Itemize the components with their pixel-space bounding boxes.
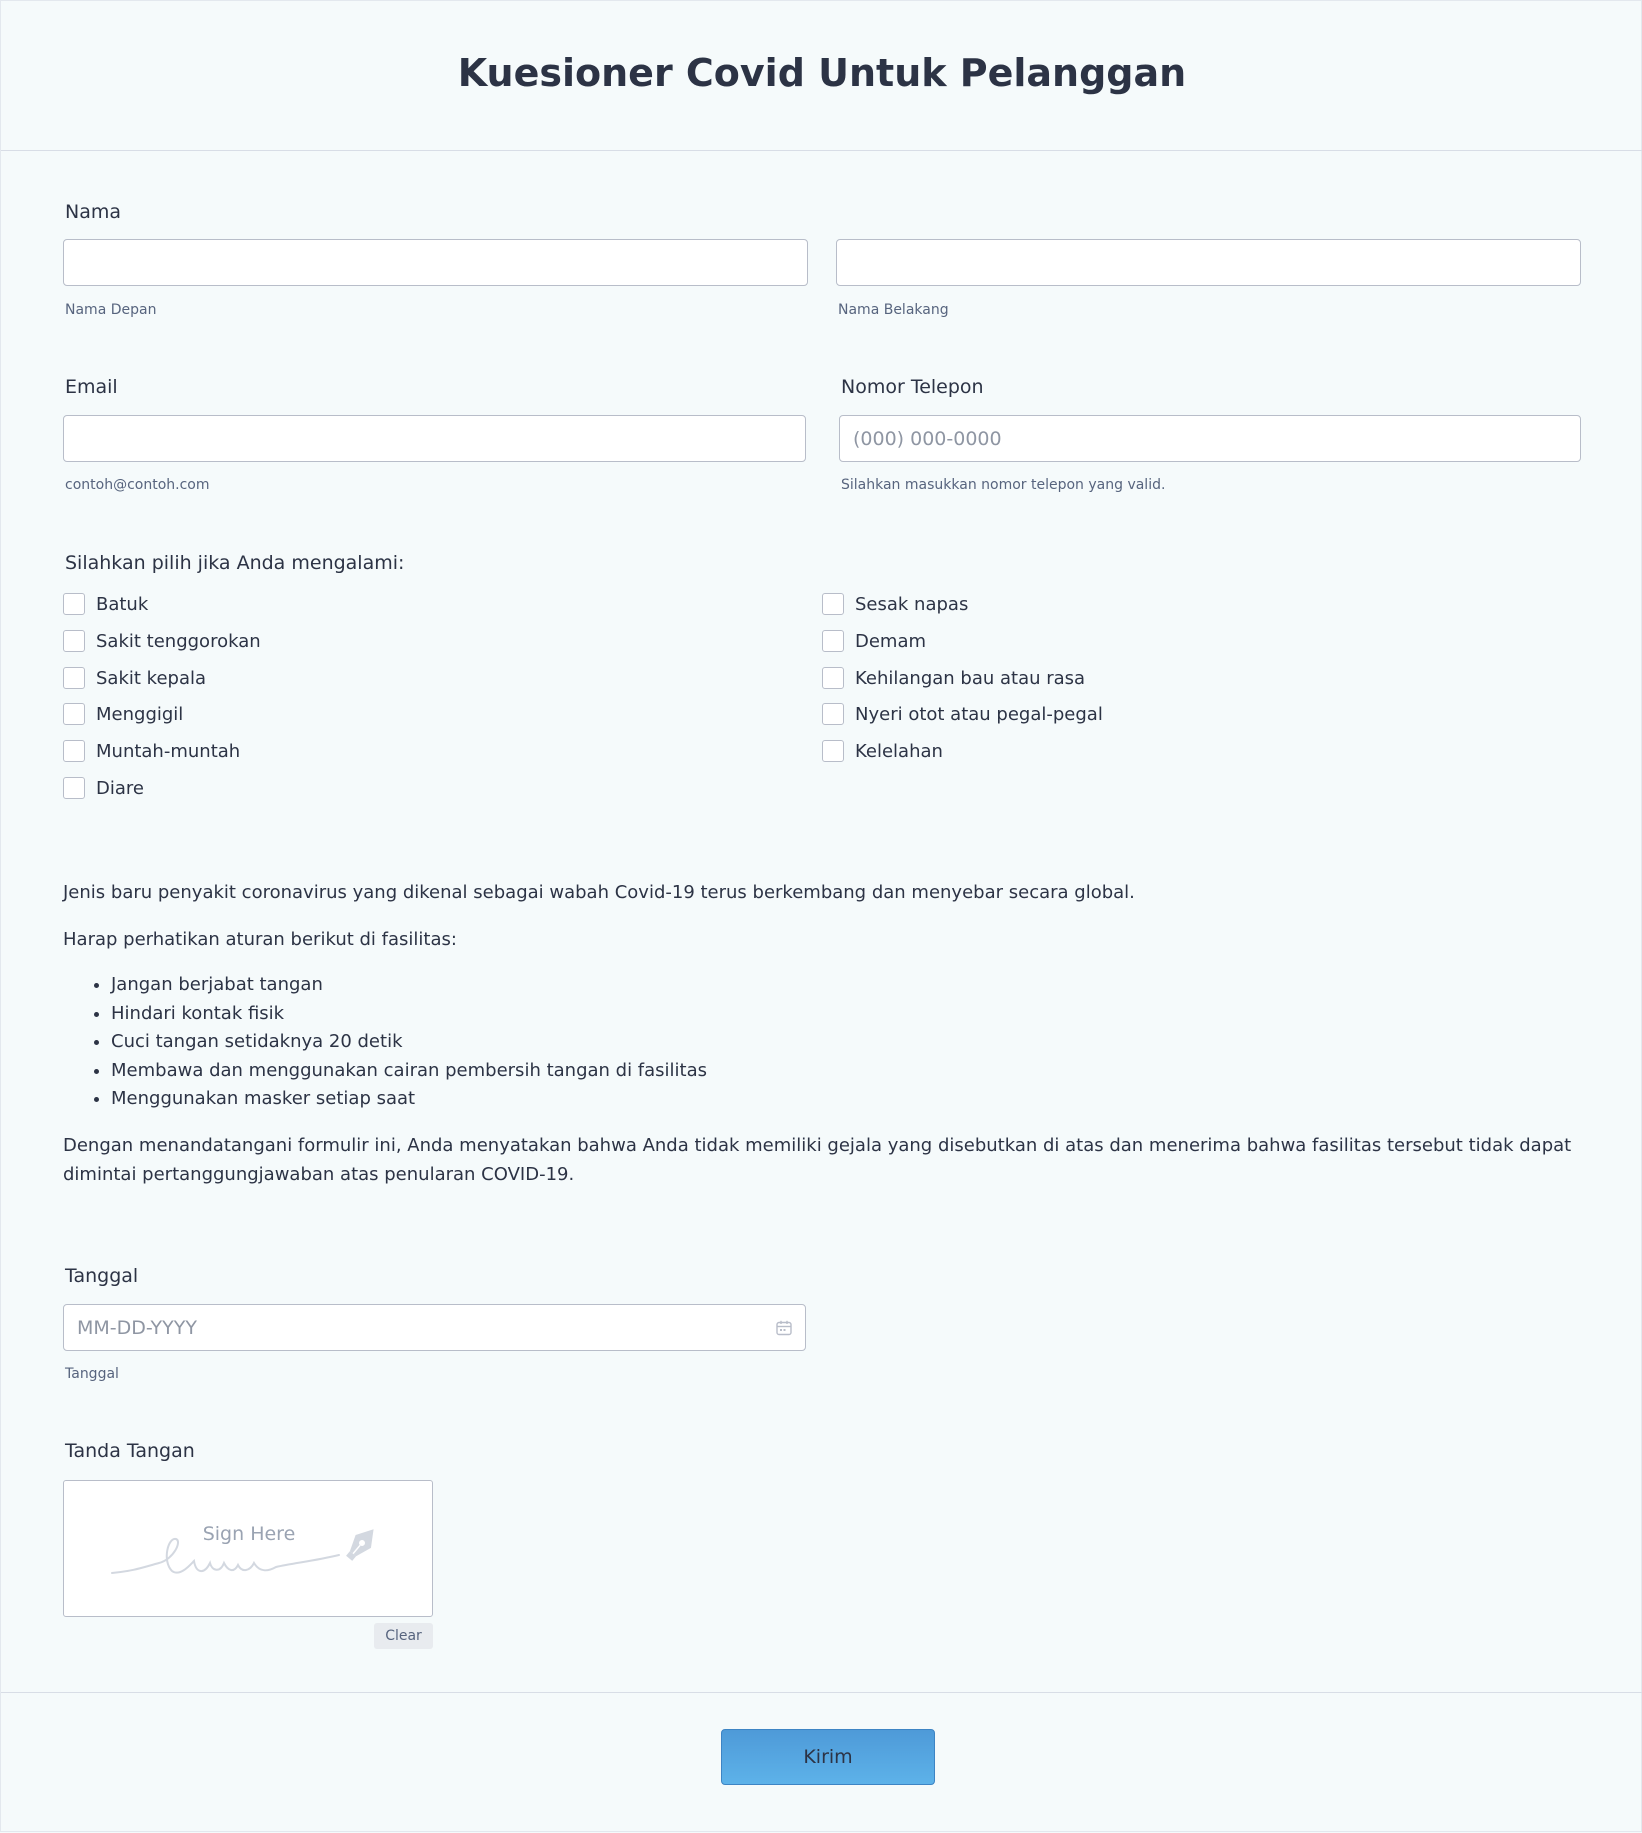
checkbox-label: Sakit kepala — [96, 667, 207, 689]
checkbox-label: Kehilangan bau atau rasa — [855, 667, 1086, 689]
checkbox-box[interactable] — [822, 593, 844, 615]
list-item: • Cuci tangan setidaknya 20 detik — [111, 1028, 707, 1057]
checkbox-box[interactable] — [63, 667, 85, 689]
last-name-input[interactable] — [836, 239, 1581, 286]
phone-input[interactable]: (000) 000-0000 — [839, 415, 1581, 462]
phone-sublabel: Silahkan masukkan nomor telepon yang valid. — [841, 477, 1166, 493]
checkbox-box[interactable] — [822, 703, 844, 725]
checkbox-sesak-napas[interactable] — [822, 592, 968, 616]
checkbox-label: Sesak napas — [855, 593, 969, 615]
checkbox-box[interactable] — [822, 667, 844, 689]
email-label: Email — [65, 376, 118, 398]
checkbox-box[interactable] — [822, 630, 844, 652]
date-input[interactable] — [63, 1304, 806, 1351]
date-label: Tanggal — [65, 1265, 139, 1287]
signature-pad[interactable] — [63, 1480, 433, 1617]
checkbox-box[interactable] — [63, 703, 85, 725]
list-item: • Membawa dan menggunakan cairan pembersih tangan di fasilitas — [111, 1057, 707, 1086]
clear-signature-button[interactable]: Clear — [374, 1623, 433, 1649]
phone-label: Nomor Telepon — [841, 376, 984, 398]
checkbox-label: Menggigil — [96, 703, 184, 725]
first-name-input[interactable] — [63, 239, 808, 286]
checkbox-box[interactable] — [63, 740, 85, 762]
pen-nib-icon — [338, 1521, 386, 1565]
info-disclaimer: Dengan menandatangani formulir ini, Anda menyatakan bahwa Anda tidak memiliki gejala yang disebutkan di atas dan menerima bahwa fasilitas tersebut tidak dapat dimintai pertanggungjawaban atas penularan COVID-19. — [63, 1135, 1572, 1185]
checkbox-kehilangan-bau[interactable] — [822, 666, 1085, 690]
submit-button[interactable]: Kirim — [721, 1729, 935, 1785]
checkbox-label: Diare — [96, 777, 144, 799]
info-intro: Jenis baru penyakit coronavirus yang dikenal sebagai wabah Covid-19 terus berkembang dan menyebar secara global. — [63, 882, 1135, 903]
symptoms-label: Silahkan pilih jika Anda mengalami: — [65, 552, 405, 574]
signature-label: Tanda Tangan — [65, 1440, 195, 1462]
checkbox-box[interactable] — [822, 740, 844, 762]
first-name-sublabel: Nama Depan — [65, 302, 157, 318]
name-label: Nama — [65, 201, 122, 223]
date-placeholder: MM-DD-YYYY — [77, 1317, 197, 1339]
info-rules-heading: Harap perhatikan aturan berikut di fasilitas: — [63, 929, 457, 950]
checkbox-label: Demam — [855, 630, 927, 652]
list-item: • Hindari kontak fisik — [111, 1000, 707, 1029]
checkbox-label: Muntah-muntah — [96, 740, 241, 762]
checkbox-muntah-muntah[interactable] — [63, 739, 240, 763]
signature-placeholder: Sign Here — [202, 1523, 296, 1545]
checkbox-kelelahan[interactable] — [822, 739, 943, 763]
checkbox-batuk[interactable] — [63, 592, 148, 616]
calendar-icon[interactable] — [775, 1319, 793, 1337]
checkbox-menggigil[interactable] — [63, 702, 183, 726]
email-sublabel: contoh@contoh.com — [65, 477, 210, 493]
checkbox-sakit-tenggorokan[interactable] — [63, 629, 261, 653]
date-sublabel: Tanggal — [65, 1366, 119, 1382]
checkbox-label: Sakit tenggorokan — [96, 630, 261, 652]
checkbox-label: Nyeri otot atau pegal-pegal — [855, 703, 1103, 725]
checkbox-box[interactable] — [63, 777, 85, 799]
form-header — [1, 1, 1642, 151]
form-title: Kuesioner Covid Untuk Pelanggan — [457, 51, 1187, 95]
checkbox-box[interactable] — [63, 593, 85, 615]
checkbox-nyeri-otot[interactable] — [822, 702, 1103, 726]
checkbox-sakit-kepala[interactable] — [63, 666, 206, 690]
last-name-sublabel: Nama Belakang — [838, 302, 949, 318]
list-item: • Jangan berjabat tangan — [111, 971, 707, 1000]
email-input[interactable] — [63, 415, 806, 462]
checkbox-demam[interactable] — [822, 629, 926, 653]
list-item: • Menggunakan masker setiap saat — [111, 1085, 707, 1114]
checkbox-label: Batuk — [96, 593, 149, 615]
checkbox-diare[interactable] — [63, 776, 144, 800]
checkbox-label: Kelelahan — [855, 740, 943, 762]
checkbox-box[interactable] — [63, 630, 85, 652]
rules-list — [63, 971, 707, 1114]
